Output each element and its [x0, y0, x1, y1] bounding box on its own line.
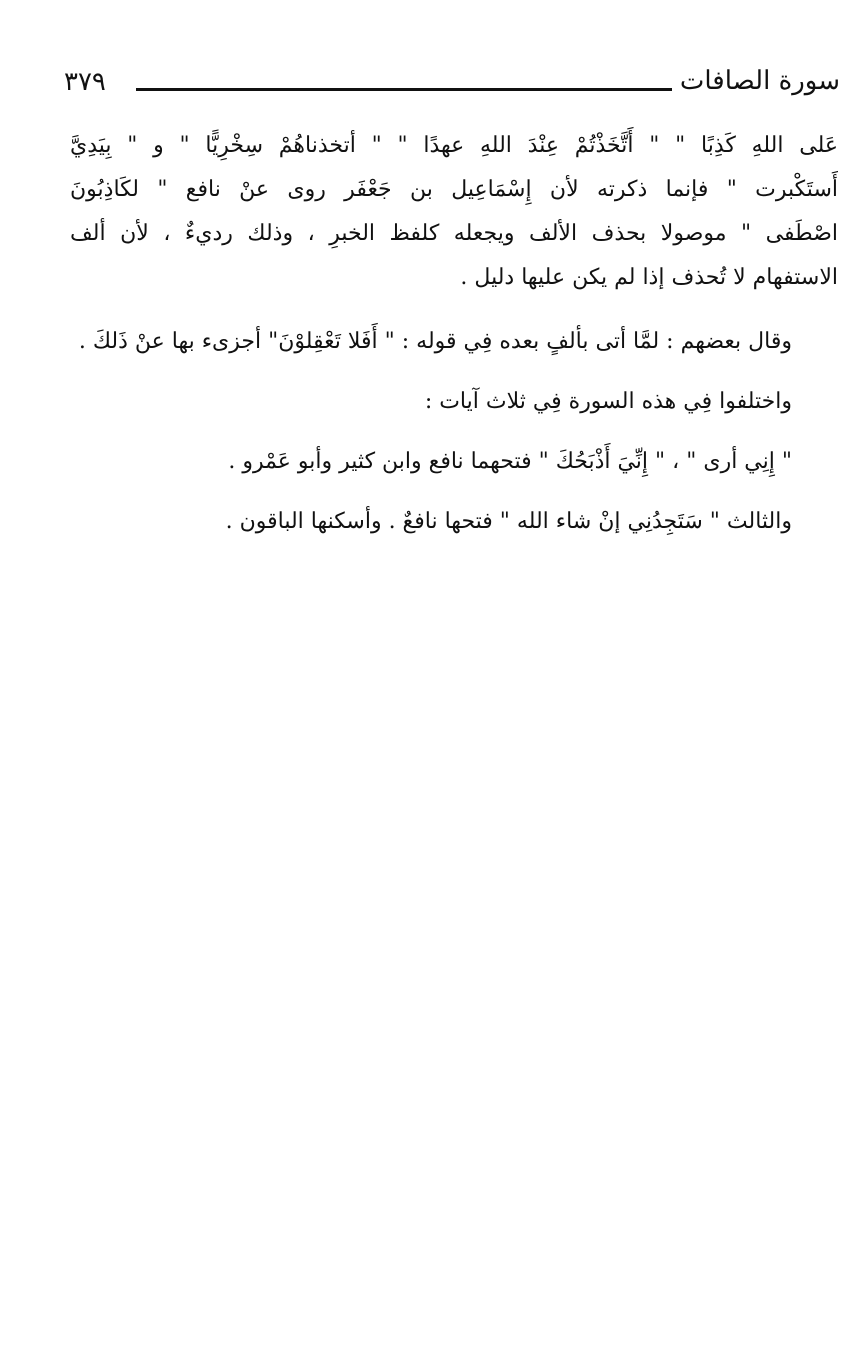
header-rule	[136, 88, 672, 91]
text-line: والثالث " سَتَجِدُنِي إنْ شاء الله " فتحها نافعٌ . وأسكنها الباقون .	[225, 509, 792, 534]
surah-title: سورة الصافات	[679, 66, 840, 96]
page-header	[64, 62, 840, 110]
page-body	[70, 124, 838, 544]
text-line: واختلفوا فِي هذه السورة فِي ثلاث آيات :	[424, 389, 792, 414]
text-line: اصْطَفى " موصولا بحذف الألف ويجعله كلفظ الخبرِ ، وذلك رديءٌ ، لأن ألف	[70, 221, 838, 246]
text-line: " إِنِي أرى " ، " إِنِّيَ أَذْبَحُكَ " فتحهما نافع وابن كثير وأبو عَمْرو .	[228, 449, 792, 474]
text-line: عَلى اللهِ كَذِبًا " " أَتَّخَذْتُمْ عِنْدَ اللهِ عهدًا " " أتخذناهُمْ سِخْرِيًّا " و " بِيَدِيَّ	[70, 133, 838, 158]
text-line: وقال بعضهم : لمَّا أتى بألفٍ بعده فِي قوله : " أَفَلا تَعْقِلوْنَ" أجزىء بها عنْ ذَلكَ .	[78, 329, 792, 354]
text-line: الاستفهام لا تُحذف إذا لم يكن عليها دليل .	[460, 265, 838, 290]
page-number: ٣٧٩	[64, 67, 106, 97]
text-line: أَستَكْبرت " فإنما ذكرته لأن إِسْمَاعِيل بن جَعْفَر روى عنْ نافع " لكَاذِبُونَ	[70, 177, 838, 202]
